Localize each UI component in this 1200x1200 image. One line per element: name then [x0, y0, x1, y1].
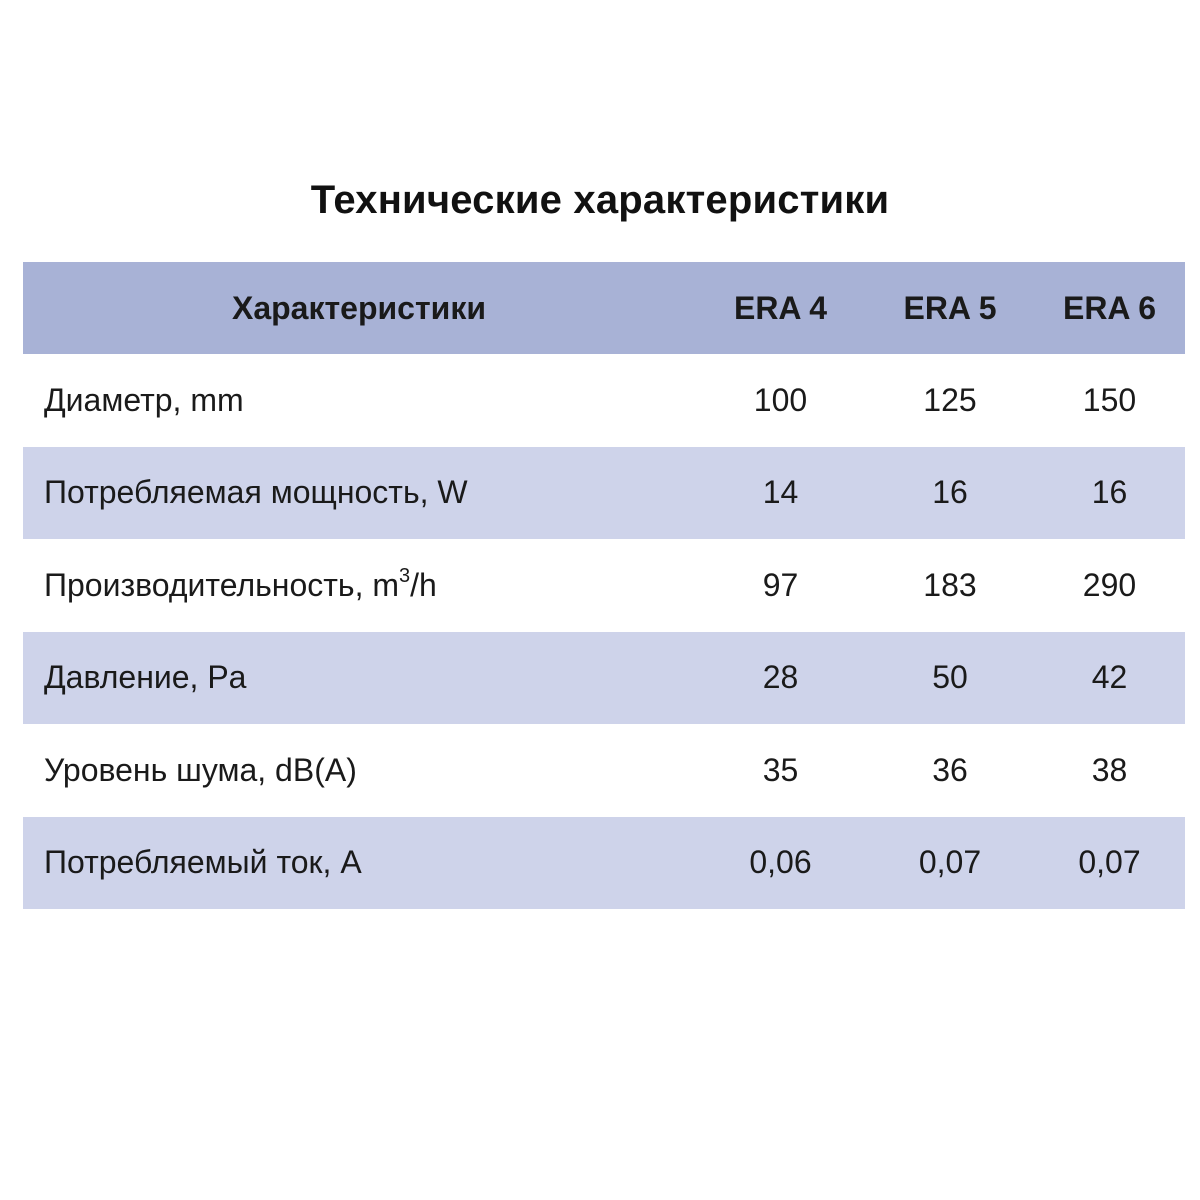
cell-era-4: 28: [762, 659, 799, 696]
row-label: [23, 474, 705, 511]
row-label: [23, 564, 705, 604]
table-row: [23, 447, 1185, 540]
cell-era-4: 0,06: [749, 844, 812, 881]
cell-era-6: 42: [1091, 659, 1128, 696]
cell-era-6: 0,07: [1078, 844, 1141, 881]
table-row: [23, 632, 1185, 725]
cell-era-4: 100: [753, 381, 808, 418]
cell-era-6: 16: [1091, 474, 1128, 511]
page-title: Технические характеристики: [310, 178, 890, 222]
cell-era-6: 38: [1091, 751, 1128, 788]
header-characteristics: Характеристики: [231, 289, 486, 326]
row-label-text: Давление, Pa: [44, 659, 247, 696]
row-label: [23, 752, 705, 789]
table-row: [23, 539, 1185, 632]
table-row: [23, 724, 1185, 817]
cell-era-4: 97: [762, 566, 799, 603]
row-label: [23, 382, 705, 419]
cell-era-4: 14: [762, 474, 799, 511]
cell-era-5: 183: [923, 566, 977, 603]
cell-era-5: 16: [932, 474, 968, 511]
row-label-text: Диаметр, mm: [44, 381, 244, 418]
row-label: [23, 844, 705, 881]
cell-era-6: 150: [1082, 381, 1137, 418]
cell-era-5: 125: [923, 381, 977, 418]
table-header-row: [23, 262, 1185, 354]
row-label-text: Потребляемая мощность, W: [44, 474, 468, 511]
header-era-6: ERA 6: [1062, 289, 1157, 326]
cell-era-5: 36: [932, 751, 968, 788]
header-era-5: ERA 5: [903, 289, 997, 326]
row-label-text: Уровень шума, dB(A): [44, 751, 357, 788]
cell-era-5: 50: [932, 659, 968, 696]
cell-era-4: 35: [762, 751, 799, 788]
row-label: [23, 659, 705, 696]
table-row: [23, 817, 1185, 910]
row-label-suffix: /h: [410, 566, 437, 603]
row-label-text: Потребляемый ток, A: [44, 844, 362, 881]
table-row: [23, 354, 1185, 447]
cell-era-6: 290: [1082, 566, 1137, 603]
row-label-text: Производительность, m: [44, 566, 400, 603]
header-era-4: ERA 4: [733, 289, 828, 326]
spec-table: [23, 262, 1185, 909]
row-label-superscript: 3: [399, 564, 411, 587]
cell-era-5: 0,07: [918, 844, 982, 881]
